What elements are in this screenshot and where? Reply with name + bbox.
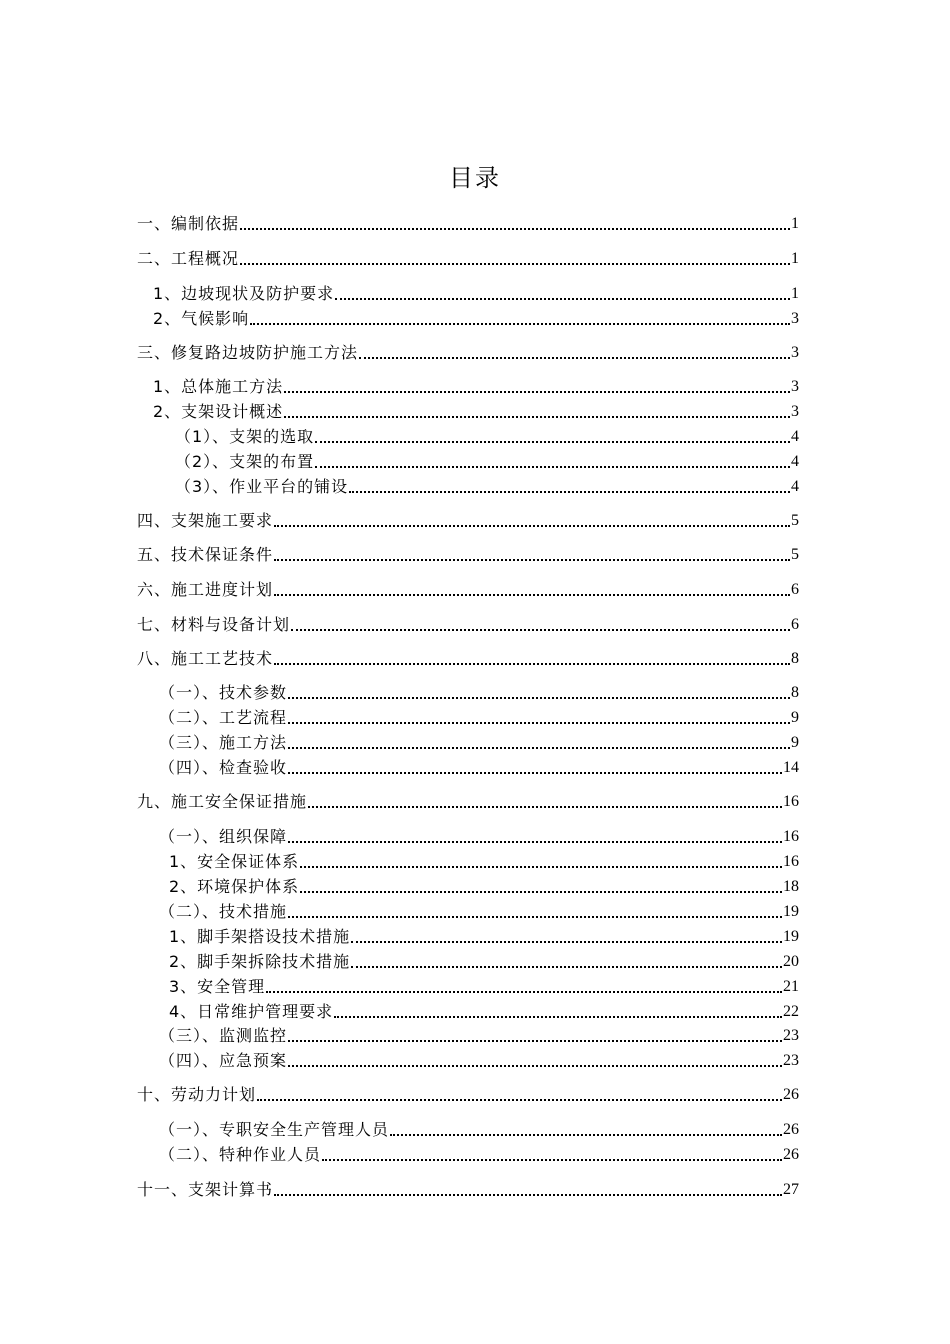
toc-entry-label: 4、日常维护管理要求	[169, 1002, 334, 1021]
toc-entry-label: 一、编制依据	[137, 214, 240, 233]
toc-entry-label: （3）、作业平台的铺设	[175, 477, 349, 496]
toc-entry[interactable]	[137, 823, 799, 847]
toc-entry-page-number: 1	[791, 250, 799, 267]
toc-entry-page-number: 19	[783, 903, 799, 920]
toc-entry[interactable]	[137, 423, 799, 447]
toc-entry[interactable]	[137, 1116, 799, 1140]
toc-entry-label: （二）、特种作业人员	[159, 1145, 322, 1164]
toc-entry-page-number: 9	[791, 709, 799, 726]
toc-entry[interactable]	[137, 398, 799, 422]
toc-entry-page-number: 8	[791, 684, 799, 701]
toc-entry-label: 七、材料与设备计划	[137, 615, 291, 634]
toc-entry-page-number: 3	[791, 344, 799, 361]
toc-entry[interactable]	[137, 1081, 799, 1105]
toc-entry-page-number: 5	[791, 546, 799, 563]
dot-leader	[288, 746, 790, 749]
dot-leader	[335, 297, 790, 300]
toc-entry-label: 1、脚手架搭设技术措施	[169, 927, 351, 946]
toc-entry-page-number: 23	[783, 1027, 799, 1044]
toc-entry-page-number: 5	[791, 512, 799, 529]
toc-entry-label: （二）、技术措施	[159, 902, 288, 921]
dot-leader	[288, 1064, 782, 1067]
toc-entry[interactable]	[137, 729, 799, 753]
toc-entry-page-number: 16	[783, 828, 799, 845]
dot-leader	[240, 262, 790, 265]
dot-leader	[308, 805, 782, 808]
dot-leader	[266, 990, 782, 993]
toc-entry-label: （四）、应急预案	[159, 1051, 288, 1070]
toc-entry[interactable]	[137, 473, 799, 497]
toc-entry-label: （四）、检查验收	[159, 758, 288, 777]
toc-entry-label: 2、脚手架拆除技术措施	[169, 952, 351, 971]
toc-entry-page-number: 3	[791, 378, 799, 395]
toc-entry-label: 二、工程概况	[137, 249, 240, 268]
toc-entry[interactable]	[137, 788, 799, 812]
toc-entry-page-number: 6	[791, 616, 799, 633]
toc-entry-page-number: 21	[783, 978, 799, 995]
toc-entry[interactable]	[137, 973, 799, 997]
toc-entry-page-number: 1	[791, 215, 799, 232]
toc-entry-label: （一）、组织保障	[159, 827, 288, 846]
dot-leader	[390, 1133, 782, 1136]
toc-entry[interactable]	[137, 873, 799, 897]
toc-entry[interactable]	[137, 754, 799, 778]
dot-leader	[274, 593, 790, 596]
toc-entry[interactable]	[137, 541, 799, 565]
toc-entry-label: 3、安全管理	[169, 977, 266, 996]
toc-entry[interactable]	[137, 210, 799, 234]
toc-entry-page-number: 16	[783, 853, 799, 870]
dot-leader	[334, 1015, 782, 1018]
toc-entry[interactable]	[137, 280, 799, 304]
toc-entry-page-number: 26	[783, 1146, 799, 1163]
dot-leader	[288, 696, 790, 699]
dot-leader	[240, 227, 790, 230]
toc-entry[interactable]	[137, 923, 799, 947]
toc-entry-page-number: 6	[791, 581, 799, 598]
toc-entry-page-number: 4	[791, 428, 799, 445]
dot-leader	[288, 1039, 782, 1042]
toc-entry[interactable]	[137, 448, 799, 472]
toc-entry-label: 2、支架设计概述	[153, 402, 284, 421]
toc-entry[interactable]	[137, 848, 799, 872]
toc-entry[interactable]	[137, 507, 799, 531]
toc-entry[interactable]	[137, 245, 799, 269]
toc-entry-page-number: 27	[783, 1181, 799, 1198]
dot-leader	[359, 356, 790, 359]
toc-entry-label: （2）、支架的布置	[175, 452, 315, 471]
dot-leader	[315, 465, 790, 468]
dot-leader	[274, 558, 790, 561]
toc-entry[interactable]	[137, 305, 799, 329]
dot-leader	[274, 662, 790, 665]
toc-entry-page-number: 26	[783, 1121, 799, 1138]
toc-entry-label: 四、支架施工要求	[137, 511, 274, 530]
toc-entry-page-number: 9	[791, 734, 799, 751]
dot-leader	[351, 965, 782, 968]
toc-entry-label: 八、施工工艺技术	[137, 649, 274, 668]
toc-entry-label: （1）、支架的选取	[175, 427, 315, 446]
toc-entry-label: 1、总体施工方法	[153, 377, 284, 396]
dot-leader	[349, 490, 790, 493]
toc-entry-page-number: 26	[783, 1086, 799, 1103]
dot-leader	[250, 322, 790, 325]
dot-leader	[274, 524, 790, 527]
toc-entry-label: （一）、技术参数	[159, 683, 288, 702]
toc-entry[interactable]	[137, 1141, 799, 1165]
toc-entry-label: （三）、施工方法	[159, 733, 288, 752]
toc-entry[interactable]	[137, 611, 799, 635]
toc-entry-page-number: 4	[791, 453, 799, 470]
dot-leader	[288, 915, 782, 918]
toc-entry-label: 九、施工安全保证措施	[137, 792, 308, 811]
dot-leader	[284, 390, 790, 393]
toc-entry-label: 2、环境保护体系	[169, 877, 300, 896]
toc-entry-page-number: 19	[783, 928, 799, 945]
toc-entry[interactable]	[137, 704, 799, 728]
toc-entry-page-number: 18	[783, 878, 799, 895]
toc-entry-page-number: 20	[783, 953, 799, 970]
dot-leader	[300, 890, 782, 893]
dot-leader	[288, 840, 782, 843]
toc-entry-page-number: 3	[791, 403, 799, 420]
dot-leader	[284, 415, 790, 418]
dot-leader	[274, 1193, 782, 1196]
dot-leader	[322, 1158, 782, 1161]
toc-entry-page-number: 23	[783, 1052, 799, 1069]
toc-entry[interactable]	[137, 1176, 799, 1200]
toc-entry[interactable]	[137, 373, 799, 397]
toc-entry-page-number: 22	[783, 1003, 799, 1020]
dot-leader	[288, 721, 790, 724]
dot-leader	[351, 940, 782, 943]
toc-entry-label: 五、技术保证条件	[137, 545, 274, 564]
toc-entry-label: 1、安全保证体系	[169, 852, 300, 871]
toc-entry-label: 1、边坡现状及防护要求	[153, 284, 335, 303]
toc-entry[interactable]	[137, 645, 799, 669]
toc-entry-label: 十、劳动力计划	[137, 1085, 257, 1104]
dot-leader	[288, 771, 782, 774]
toc-entry[interactable]	[137, 679, 799, 703]
toc-entry-label: 三、修复路边坡防护施工方法	[137, 343, 359, 362]
toc-entry-page-number: 14	[783, 759, 799, 776]
toc-entry-page-number: 3	[791, 310, 799, 327]
dot-leader	[291, 628, 790, 631]
toc-entry-page-number: 4	[791, 478, 799, 495]
toc-entry[interactable]	[137, 339, 799, 363]
toc-entry-label: 六、施工进度计划	[137, 580, 274, 599]
dot-leader	[315, 440, 790, 443]
toc-entry-page-number: 16	[783, 793, 799, 810]
toc-entry-label: （二）、工艺流程	[159, 708, 288, 727]
toc-entry-label: 2、气候影响	[153, 309, 250, 328]
toc-entry[interactable]	[137, 576, 799, 600]
toc-entry[interactable]	[137, 898, 799, 922]
toc-entry-label: （三）、监测监控	[159, 1026, 288, 1045]
dot-leader	[300, 865, 782, 868]
toc-entry[interactable]	[137, 998, 799, 1022]
toc-entry[interactable]	[137, 948, 799, 972]
toc-title: 目录	[449, 164, 501, 192]
toc-entry[interactable]	[137, 1047, 799, 1071]
toc-entry-label: （一）、专职安全生产管理人员	[159, 1120, 390, 1139]
toc-entry-page-number: 1	[791, 285, 799, 302]
toc-entry[interactable]	[137, 1022, 799, 1046]
toc-entry-page-number: 8	[791, 650, 799, 667]
dot-leader	[257, 1098, 782, 1101]
toc-entry-label: 十一、支架计算书	[137, 1180, 274, 1199]
